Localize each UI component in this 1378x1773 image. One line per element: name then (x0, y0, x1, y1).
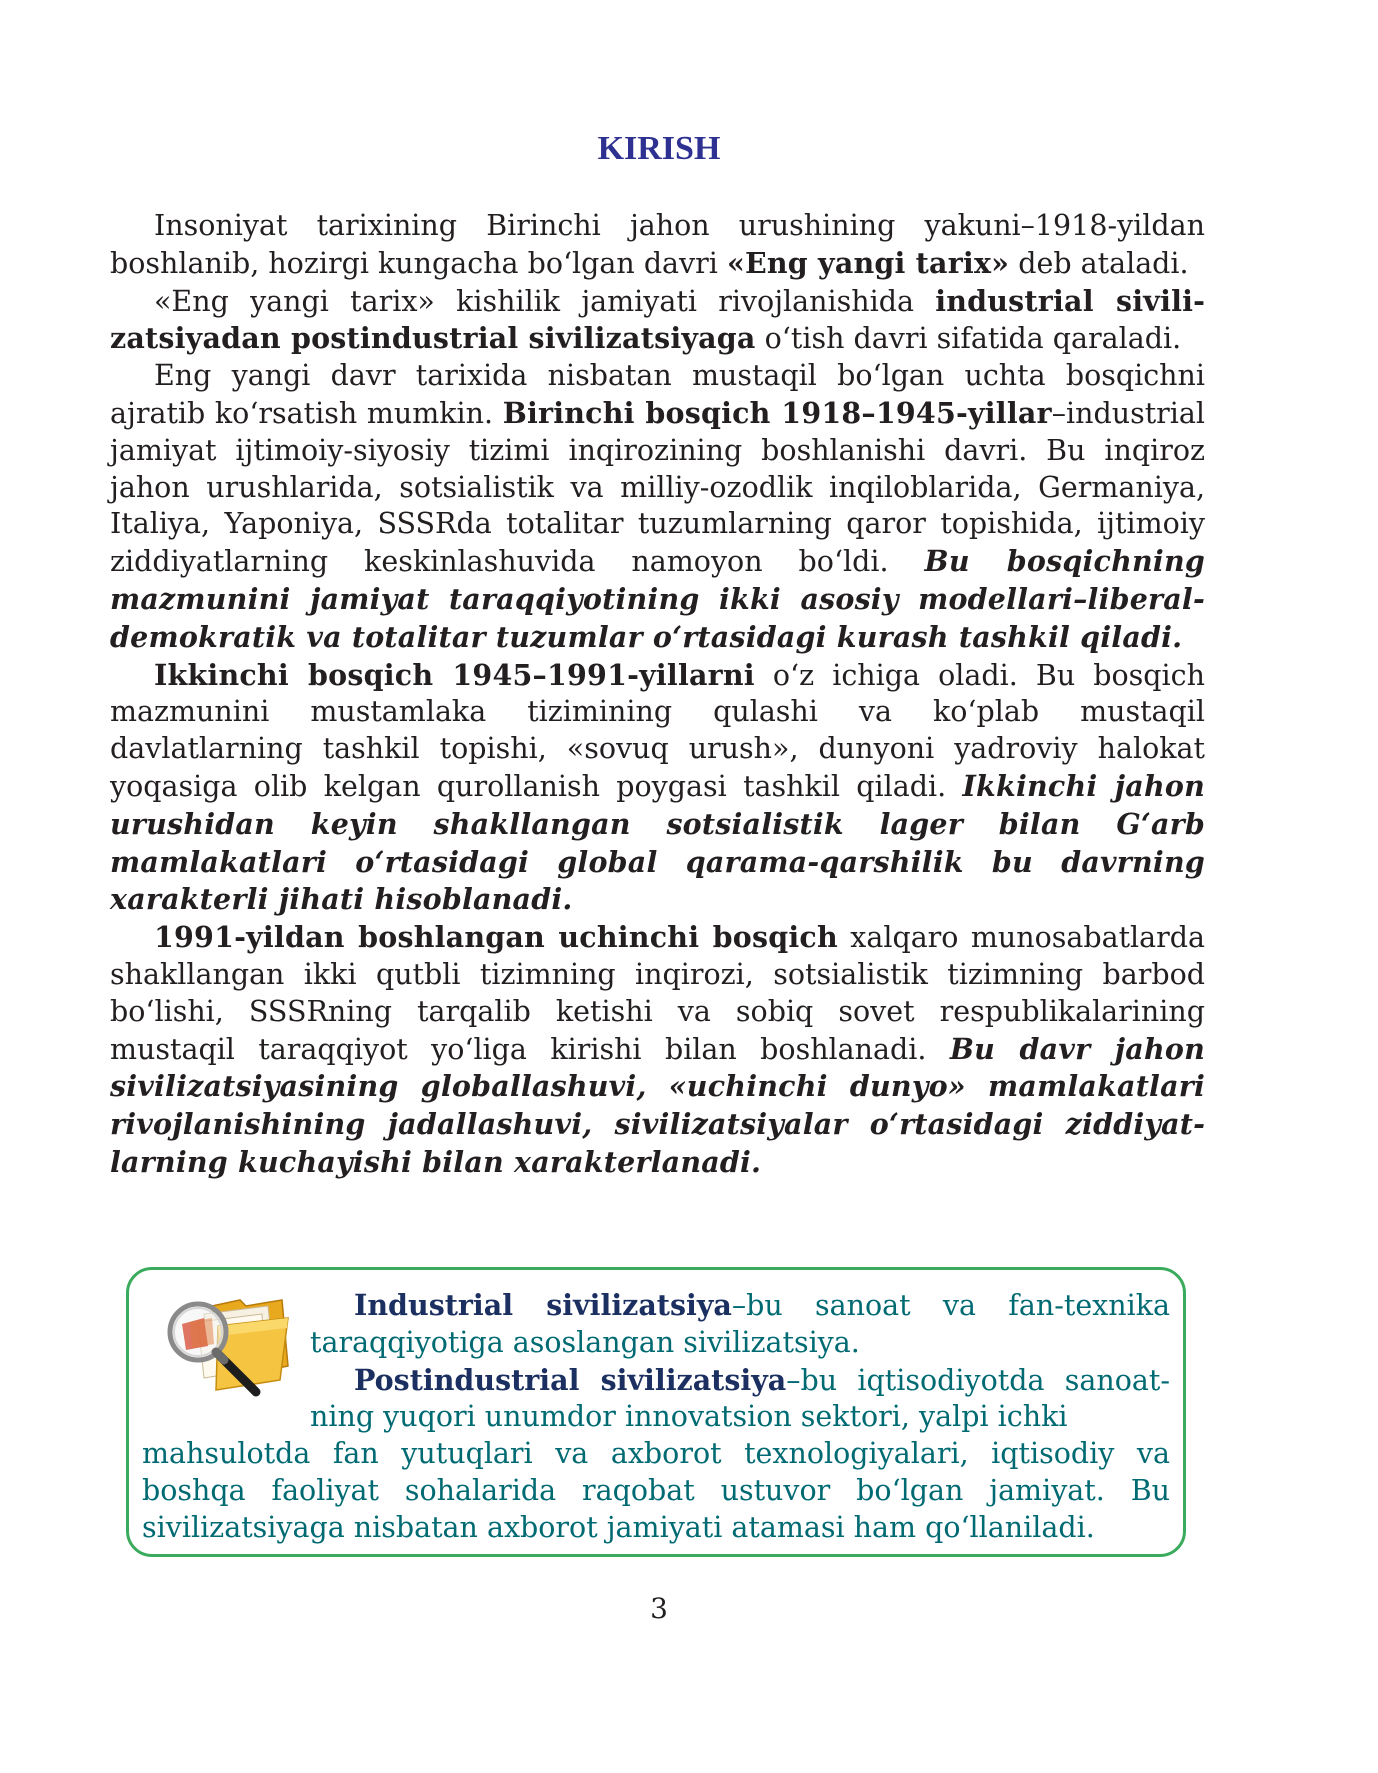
text-run: o‘tish davri sifatida qaraladi. (755, 322, 1182, 356)
text-run: –industrial jamiyat ijtimoiy-siyosiy tizimi inqirozining boshlanishi davri. Bu inqiroz jahon urushlarida, sotsialistik va milliy-ozodlik inqiloblarida, Germaniya, Italiya, Yaponiya, SSSRda totalitar tuzumlarning qaror topishida, ijtimoiy ziddiyatlarning keskinlashuvida namoyon bo‘ldi. (110, 396, 1205, 579)
text-run: o‘z ichiga oladi. Bu bosqich mazmunini mustamlaka tizimining qulashi va ko‘plab mustaqil davlatlarning tashkil topishi, «sovuq urush», dunyoni yadroviy halokat yoqasiga olib kelgan qurollanish poygasi tashkil qiladi. (110, 658, 1205, 803)
text-run: Eng yangi davr tarixida nisbatan mustaqil bo‘lgan uchta bosqichni ajratib ko‘rsatish mumkin. (110, 359, 1205, 430)
body-paragraph (110, 657, 1205, 920)
bold-phrase: industrial sivilizatsiyadan postindustrial sivilizatsiyaga (110, 283, 1205, 356)
text-run: xalqaro munosabatlarda shakllangan ikki qutbli tizimning inqirozi, sotsialistik tizimning barbod bo‘lishi, SSSRning tarqalib ketishi va sobiq sovet respublikalarining mustaqil taraqqiyot yo‘liga kirishi bilan boshlanadi. (110, 921, 1206, 1066)
definition-body: –bu iqtisodiyotda sanoatning yuqori unumdor innovatsion sektori, yalpi ichki (310, 1363, 1170, 1434)
text-run: Insoniyat tarixining Birinchi jahon urushining yakuni–1918-yildan boshlanib, hozirgi kungacha bo‘lgan davri (110, 209, 1205, 280)
bold-italic-phrase: Bu davr jahon sivilizatsiyasining globallashuvi, «uchinchi dunyo» mamlakatlari rivojlanishining jadallashuvi, sivilizatsiyalar o‘rtasidagi ziddiyatlarning kuchayishi bilan xarakterlanadi. (110, 1031, 1205, 1179)
bold-italic-phrase: Ikkinchi jahon urushidan keyin shakllangan sotsialistik lager bilan G‘arb mamlakatlari o‘rtasidagi global qarama-qarshilik bu davrning xarakterli jihati hisoblanadi. (110, 768, 1205, 917)
page-number: 3 (650, 1592, 668, 1625)
body-paragraph (110, 283, 1205, 359)
body-text (110, 208, 1205, 1182)
bold-italic-phrase: Bu bosqichning mazmunini jamiyat taraqqiyotining ikki asosiy modellari–liberal-demokratik va totalitar tuzumlar o‘rtasidagi kurash tashkil qiladi. (110, 544, 1205, 654)
definition-term: Postindustrial sivilizatsiya (354, 1362, 787, 1397)
definition-postindustrial (310, 1362, 1170, 1437)
definition-continued: mahsulotda fan yutuqlari va axborot texnologiyalari, iqtisodiy va boshqa faoliyat sohalarida raqobat ustuvor bo‘lgan jamiyat. Bu sivilizatsiyaga nisbatan axborot jamiyati atamasi ham qo‘llaniladi. (142, 1437, 1170, 1544)
bold-phrase: «Eng yangi tarix» (726, 245, 1010, 280)
definition-text (142, 1287, 1170, 1547)
body-paragraph (110, 358, 1205, 656)
text-run: deb ataladi. (1009, 246, 1189, 280)
definition-industrial (310, 1287, 1170, 1362)
text-run: «Eng yangi tarix» kishilik jamiyati rivojlanishida (154, 284, 936, 318)
bold-phrase: Ikkinchi bosqich 1945–1991-yillarni (154, 657, 755, 692)
definition-term: Industrial sivilizatsiya (354, 1288, 732, 1322)
page-title: KIRISH (597, 130, 721, 167)
bold-phrase: Birinchi bosqich 1918–1945-yillar (502, 395, 1052, 430)
body-paragraph (110, 208, 1205, 283)
body-paragraph (110, 919, 1205, 1182)
definition-body: –bu sanoat va fan-texnika taraqqiyotiga asoslangan sivilizatsiya. (310, 1289, 1170, 1359)
bold-phrase: 1991-yildan boshlangan uchinchi bosqich (154, 920, 838, 955)
